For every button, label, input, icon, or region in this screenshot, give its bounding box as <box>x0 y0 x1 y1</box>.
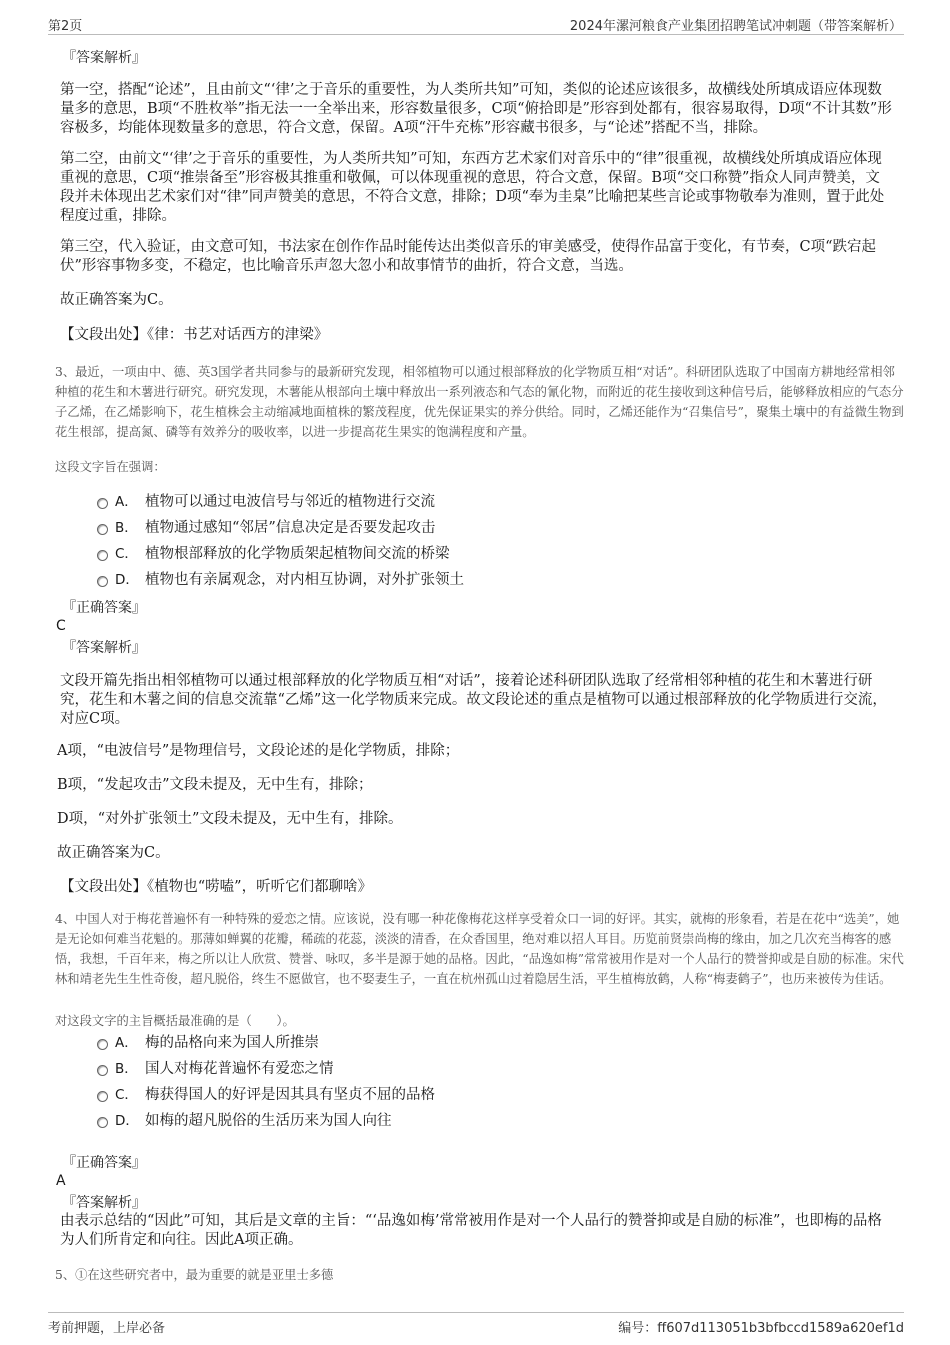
q3-note-a: A项，“电波信号”是物理信号，文段论述的是化学物质，排除； <box>57 743 460 759</box>
q3-answer-label: 『正确答案』 <box>62 600 146 616</box>
page-header <box>48 12 904 35</box>
option-text: 梅的品格向来为国人所推崇 <box>145 1035 319 1051</box>
q2-analysis-para2: 第二空，由前文“‘律’之于音乐的重要性，为人类所共知”可知，东西方艺术家们对音乐中的“律”很重视，故横线处所填成语应体现重视的意思，C项“推崇备至”形容极其推重和敬佩，可以体现重视的意思，符合文意，保留。B项“交口称赞”指众人同声赞美，文段并未体现出艺术家们对“律”同声赞美的意思，不符合文意，排除；D项“奉为圭臬”比喻把某些言论或事物敬奉为准则，置于此处程度过重，排除。 <box>60 151 885 224</box>
option-text: 梅获得国人的好评是因其具有坚贞不屈的品格 <box>145 1087 435 1103</box>
q4-option-a[interactable] <box>97 1033 797 1055</box>
page-footer <box>48 1312 904 1337</box>
option-letter: A． <box>115 1035 138 1051</box>
q3-option-a[interactable] <box>97 492 797 514</box>
option-text: 植物也有亲属观念，对内相互协调，对外扩张领土 <box>145 572 464 588</box>
q2-analysis-para1: 第一空，搭配“论述”，且由前文“‘律’之于音乐的重要性，为人类所共知”可知，类似的论述应该很多，故横线处所填成语应体现数量多的意思，B项“不胜枚举”指无法一一全举出来，形容数量很多，C项“俯拾即是”形容到处都有，很容易取得，D项“不计其数”形容极多，均能体现数量多的意思，符合文意，保留。A项“汗牛充栋”形容藏书很多，与“论述”搭配不当，排除。 <box>60 82 892 136</box>
q3-option-d[interactable] <box>97 570 797 592</box>
q3-question: 这段文字旨在强调： <box>55 460 166 474</box>
q3-answer: C <box>56 618 66 634</box>
q4-answer-label: 『正确答案』 <box>62 1155 146 1171</box>
document-code: 编号：ff607d113051b3bfbccd1589a620ef1d <box>618 1321 904 1336</box>
option-text: 植物根部释放的化学物质架起植物间交流的桥梁 <box>145 546 450 562</box>
q3-analysis-label: 『答案解析』 <box>62 640 146 656</box>
q4-analysis: 由表示总结的“因此”可知，其后是文章的主旨：“‘品逸如梅’常常被用作是对一个人品行的赞誉抑或是自励的标准”，也即梅的品格为人们所肯定和向往。因此A项正确。 <box>60 1213 882 1248</box>
radio-icon[interactable] <box>97 576 108 587</box>
option-letter: B． <box>115 1061 138 1077</box>
q3-conclusion: 故正确答案为C。 <box>57 845 170 861</box>
q2-analysis-para3: 第三空，代入验证，由文意可知，书法家在创作作品时能传达出类似音乐的审美感受，使得作品富于变化，有节奏，C项“跌宕起伏”形容事物多变，不稳定，也比喻音乐声忽大忽小和故事情节的曲折，符合文意，当选。 <box>60 239 877 274</box>
q3-source: 【文段出处】《植物也“唠嗑”，听听它们都聊啥》 <box>60 879 373 895</box>
option-text: 植物通过感知“邻居”信息决定是否要发起攻击 <box>145 520 436 536</box>
document-title: 2024年漯河粮食产业集团招聘笔试冲刺题（带答案解析） <box>569 19 902 34</box>
q4-question: 对这段文字的主旨概括最准确的是（ ）。 <box>55 1014 295 1028</box>
q4-answer: A <box>56 1173 66 1189</box>
radio-icon[interactable] <box>97 550 108 561</box>
q3-option-b[interactable] <box>97 518 797 540</box>
radio-icon[interactable] <box>97 498 108 509</box>
option-text: 如梅的超凡脱俗的生活历来为国人向往 <box>145 1113 392 1129</box>
option-letter: C． <box>115 546 138 562</box>
q2-conclusion: 故正确答案为C。 <box>60 292 173 308</box>
q5-stem: 5、①在这些研究者中，最为重要的就是亚里士多德 <box>55 1268 334 1282</box>
option-letter: D． <box>115 572 139 588</box>
radio-icon[interactable] <box>97 1039 108 1050</box>
option-letter: D． <box>115 1113 139 1129</box>
q3-stem: 3、最近，一项由中、德、英3国学者共同参与的最新研究发现，相邻植物可以通过根部释放的化学物质互相“对话”。科研团队选取了中国南方耕地经常相邻种植的花生和木薯进行研究。研究发现，木薯能从根部向土壤中释放出一系列液态和气态的氰化物，而附近的花生接收到这种信号后，能够释放相应的气态分子乙烯，在乙烯影响下，花生植株会主动缩减地面植株的繁茂程度，优先保证果实的养分供给。同时，乙烯还能作为“召集信号”，聚集土壤中的有益微生物到花生根部，提高氮、磷等有效养分的吸收率，以进一步提高花生果实的饱满程度和产量。 <box>55 365 904 439</box>
radio-icon[interactable] <box>97 524 108 535</box>
option-letter: C． <box>115 1087 138 1103</box>
q3-note-b: B项，“发起攻击”文段未提及，无中生有，排除； <box>57 777 373 793</box>
option-text: 国人对梅花普遍怀有爱恋之情 <box>145 1061 334 1077</box>
page-number: 第2页 <box>48 19 83 34</box>
radio-icon[interactable] <box>97 1117 108 1128</box>
option-text: 植物可以通过电波信号与邻近的植物进行交流 <box>145 494 435 510</box>
option-letter: B． <box>115 520 138 536</box>
q4-analysis-label: 『答案解析』 <box>62 1195 146 1211</box>
q4-option-d[interactable] <box>97 1111 797 1133</box>
q3-analysis: 文段开篇先指出相邻植物可以通过根部释放的化学物质互相“对话”，接着论述科研团队选取了经常相邻种植的花生和木薯进行研究，花生和木薯之间的信息交流靠“乙烯”这一化学物质来完成。故文段论述的重点是植物可以通过根部释放的化学物质进行交流，对应C项。 <box>60 673 887 727</box>
q4-option-b[interactable] <box>97 1059 797 1081</box>
q2-source: 【文段出处】《律：书艺对话西方的津梁》 <box>60 327 329 343</box>
q3-option-c[interactable] <box>97 544 797 566</box>
q3-note-d: D项，“对外扩张领土”文段未提及，无中生有，排除。 <box>57 811 403 827</box>
q2-analysis-label: 『答案解析』 <box>62 50 146 66</box>
q4-option-c[interactable] <box>97 1085 797 1107</box>
radio-icon[interactable] <box>97 1091 108 1102</box>
option-letter: A． <box>115 494 138 510</box>
radio-icon[interactable] <box>97 1065 108 1076</box>
q4-stem: 4、中国人对于梅花普遍怀有一种特殊的爱恋之情。应该说，没有哪一种花像梅花这样享受着众口一词的好评。其实，就梅的形象看，若是在花中“选美”，她是无论如何难当花魁的。那薄如蝉翼的花瓣，稀疏的花蕊，淡淡的清香，在众香国里，绝对难以招人耳目。历览前贤崇尚梅的缘由，加之几次充当梅客的感悟，我想，千百年来，梅之所以让人欣赏、赞誉、咏叹，多半是源于她的品格。因此，“品逸如梅”常常被用作是对一个人品行的赞誉抑或是自励的标准。宋代林和靖老先生生性奇俊，超凡脱俗，终生不愿做官，也不娶妻生子，一直在杭州孤山过着隐居生活，平生植梅放鹤，人称“梅妻鹤子”，也历来被传为佳话。 <box>55 912 904 986</box>
footer-slogan: 考前押题，上岸必备 <box>48 1321 166 1336</box>
